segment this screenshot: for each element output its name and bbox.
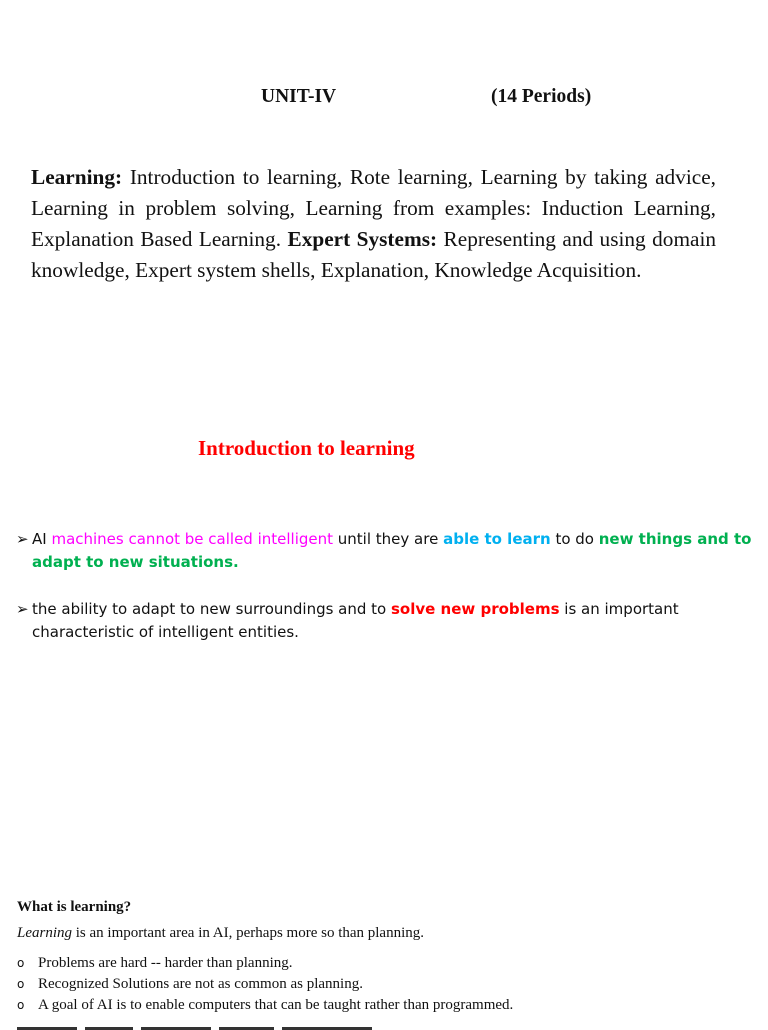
circle-bullet-icon: o [17,998,25,1012]
cropped-text-line [17,1018,437,1030]
highlight-magenta: machines cannot be called intelligent [51,530,334,548]
intro-text: is an important area in AI, perhaps more so than planning. [72,925,425,941]
intro-italic-term: Learning [17,925,73,941]
highlight-cyan: able to learn [443,530,551,548]
expert-systems-topics: Representing and using domain knowledge, Expert system shells, Explanation, Knowledge Acquisition. [31,227,717,282]
circle-bullet-icon: o [17,977,25,991]
list-item [17,974,513,995]
learning-label: Learning: [31,165,123,189]
list-item-text: Recognized Solutions are not as common as planning. [38,976,363,992]
learning-points-list [17,953,513,1016]
intro-bullet-list [16,528,761,644]
bullet-text: to do [550,530,599,548]
learning-topics: Introduction to learning, Rote learning, Learning by taking advice, Learning in problem solving, Learning from examples: Induction Learning, Explanation Based Learning. [31,165,716,251]
arrow-bullet-icon: ➢ [16,530,29,548]
list-item-text: A goal of AI is to enable computers that can be taught rather than programmed. [38,997,514,1013]
circle-bullet-icon: o [17,956,25,970]
bullet-item [16,598,761,644]
bullet-text: is an important characteristic of intelligent entities. [32,600,679,641]
unit-title: UNIT-IV [261,86,337,107]
bullet-text: until they are [333,530,444,548]
unit-periods: (14 Periods) [491,86,592,107]
expert-systems-label: Expert Systems: [287,227,438,251]
bullet-text: AI [32,530,52,548]
arrow-bullet-icon: ➢ [16,600,29,618]
list-item [17,995,513,1016]
highlight-green: new things and to adapt to new situations. [32,530,752,571]
bullet-text: the ability to adapt to new surroundings and to [32,600,391,618]
what-is-learning-intro [17,925,424,942]
syllabus-paragraph [31,162,716,286]
list-item [17,953,513,974]
list-item-text: Problems are hard -- harder than planning. [38,955,293,971]
highlight-red: solve new problems [391,600,560,618]
bullet-item [16,528,761,574]
what-is-learning-heading: What is learning? [17,899,132,915]
section-title: Introduction to learning [198,436,415,460]
unit-header [0,86,768,116]
